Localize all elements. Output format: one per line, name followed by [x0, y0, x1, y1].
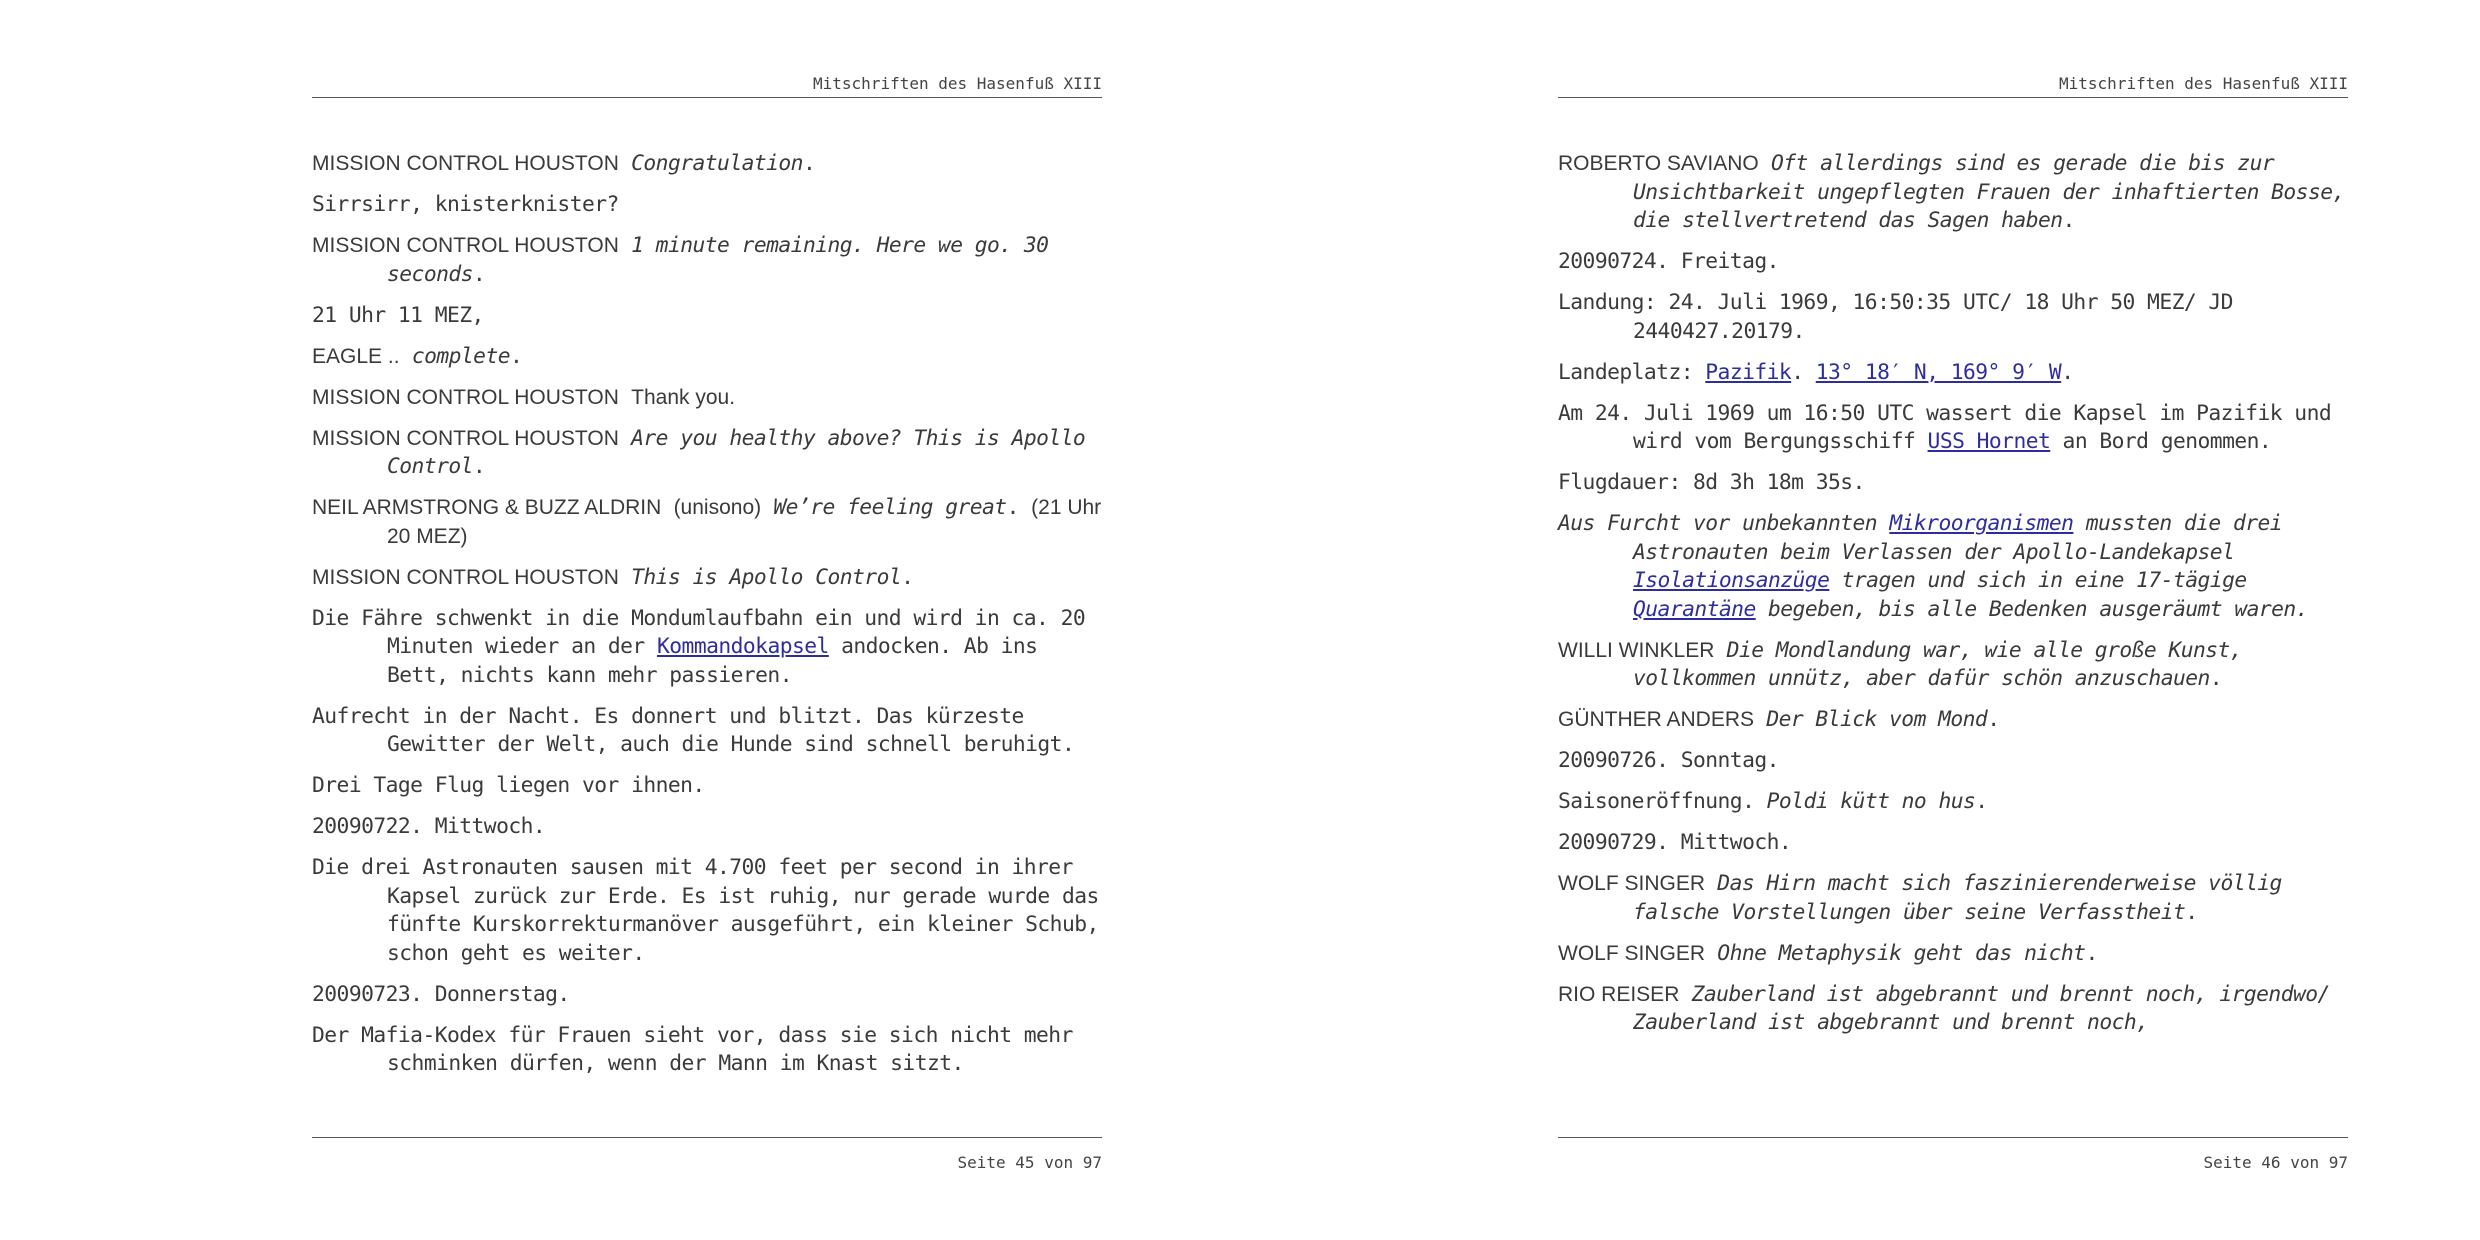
- punctuation: .: [2209, 666, 2223, 691]
- link-pazifik[interactable]: Pazifik: [1705, 359, 1792, 385]
- paragraph: Der Mafia-Kodex für Frauen sieht vor, dass sie sich nicht mehr schminken dürfen, wenn der Mann im Knast sitzt.: [312, 1022, 1073, 1076]
- punctuation: .: [2061, 359, 2074, 385]
- speaker-name: MISSION CONTROL HOUSTON: [312, 426, 619, 450]
- speech: Congratulation: [631, 151, 803, 176]
- paragraph: [1558, 870, 2348, 927]
- paragraph: [312, 564, 1102, 593]
- paragraph: [1558, 788, 2348, 817]
- punctuation: .: [1987, 707, 2000, 732]
- text: mussten die drei Astronauten beim Verlassen der Apollo-Landekapsel: [1633, 511, 2283, 565]
- punctuation: .: [2185, 899, 2198, 925]
- page-number: Seite 45 von 97: [957, 1153, 1102, 1172]
- right-page-body: [1558, 150, 2348, 1050]
- speaker-name: MISSION CONTROL HOUSTON: [312, 152, 619, 175]
- paragraph: [312, 343, 1102, 372]
- text: Am 24. Juli 1969 um 16:50 UTC wassert die Kapsel im Pazifik und wird vom Bergungsschiff: [1558, 400, 2332, 454]
- paragraph: [312, 605, 1102, 691]
- punctuation: .: [472, 261, 486, 287]
- paragraph: 21 Uhr 11 MEZ,: [312, 302, 484, 328]
- paragraph: Die drei Astronauten sausen mit 4.700 feet per second in ihrer Kapsel zurück zur Erde. Es ist ruhig, nur gerade wurde das fünfte Kurskorrekturmanöver ausgeführt, ein kleiner Schub, schon geht es weiter.: [312, 855, 1099, 966]
- date-entry: 20090726. Sonntag.: [1558, 748, 1779, 773]
- paragraph: [312, 494, 1102, 551]
- speech: 1 minute remaining. Here we go. 30 seconds: [387, 233, 1049, 287]
- punctuation: .: [1006, 495, 1019, 520]
- speech: Are you healthy above? This is Apollo Control: [387, 425, 1086, 479]
- left-page: [312, 0, 1102, 1240]
- punctuation: .: [2062, 208, 2075, 233]
- text: Die Fähre schwenkt in die Mondumlaufbahn ein und wird in ca. 20 Minuten wieder an der: [312, 605, 1086, 659]
- speech: We’re feeling great: [773, 495, 1007, 520]
- paragraph: [312, 384, 1102, 413]
- paragraph: Aufrecht in der Nacht. Es donnert und blitzt. Das kürzeste Gewitter der Welt, auch die Hunde sind schnell beruhigt.: [312, 703, 1075, 757]
- speaker-name: WOLF SINGER: [1558, 941, 1706, 965]
- paragraph: [1558, 510, 2348, 624]
- paragraph: [1558, 981, 2348, 1038]
- page-number: Seite 46 von 97: [2203, 1153, 2348, 1172]
- punctuation: .: [472, 454, 486, 479]
- paragraph: [1558, 940, 2348, 969]
- label: Landeplatz:: [1558, 359, 1693, 385]
- punctuation: .: [802, 151, 816, 176]
- paragraph: [1558, 637, 2348, 694]
- footer-rule: [1558, 1137, 2348, 1138]
- paragraph: Landung: 24. Juli 1969, 16:50:35 UTC/ 18 Uhr 50 MEZ/ JD 2440427.20179.: [1558, 290, 2233, 344]
- footer-rule: [312, 1137, 1102, 1138]
- speech: complete: [411, 343, 511, 369]
- text: an Bord genommen.: [2062, 429, 2272, 454]
- link-coordinates[interactable]: 13° 18′ N, 169° 9′ W: [1815, 359, 2062, 385]
- paragraph: [1558, 359, 2348, 388]
- link-mikroorganismen[interactable]: Mikroorganismen: [1889, 511, 2074, 536]
- speaker-name: WOLF SINGER: [1558, 872, 1706, 895]
- link-kommandokapsel[interactable]: Kommandokapsel: [657, 634, 829, 659]
- speaker-name: EAGLE ..: [312, 344, 400, 368]
- paragraph: [1558, 400, 2348, 457]
- speaker-name: MISSION CONTROL HOUSTON: [312, 565, 619, 589]
- header-rule: [1558, 97, 2348, 98]
- paragraph: Flugdauer: 8d 3h 18m 35s.: [1558, 470, 1865, 495]
- timestamp: (21 Uhr 20 MEZ): [387, 496, 1102, 548]
- date-entry: 20090729. Mittwoch.: [1558, 830, 1792, 855]
- punctuation: .: [901, 564, 914, 590]
- paragraph: Drei Tage Flug liegen vor ihnen.: [312, 773, 705, 798]
- speech: Das Hirn macht sich faszinierenderweise völlig falsche Vorstellungen über seine Verfasstheit: [1633, 871, 2282, 925]
- date-entry: 20090723. Donnerstag.: [312, 981, 570, 1007]
- date-entry: 20090722. Mittwoch.: [312, 814, 546, 839]
- speaker-name: RIO REISER: [1558, 982, 1680, 1006]
- link-quarantaene[interactable]: Quarantäne: [1633, 596, 1756, 622]
- header-rule: [312, 97, 1102, 98]
- speech: Oft allerdings sind es gerade die bis zur Unsichtbarkeit ungepflegten Frauen der inhaftierten Bosse, die stellvertretend das Sagen haben: [1633, 151, 2345, 233]
- spoken-text: Thank you.: [631, 385, 736, 409]
- text: tragen und sich in eine 17-tägige: [1841, 568, 2247, 593]
- speech: Ohne Metaphysik geht das nicht: [1717, 940, 2086, 966]
- speech: Die Mondlandung war, wie alle große Kunst, vollkommen unnütz, aber dafür schön anzuschauen: [1633, 637, 2243, 691]
- text: andocken. Ab ins Bett, nichts kann mehr passieren.: [387, 634, 1038, 688]
- speech: Der Blick vom Mond: [1766, 707, 1988, 732]
- speaker-name: MISSION CONTROL HOUSTON: [312, 385, 619, 409]
- paragraph: [1558, 150, 2348, 236]
- punctuation: .: [1791, 359, 1804, 385]
- stage-direction: (unisono): [673, 496, 762, 519]
- right-page: [1558, 0, 2348, 1240]
- speech: Poldi kütt no hus: [1766, 789, 1976, 814]
- running-header: Mitschriften des Hasenfuß XIII: [813, 74, 1102, 93]
- paragraph: [1558, 706, 2348, 735]
- speaker-name: ROBERTO SAVIANO: [1558, 152, 1759, 175]
- left-page-body: [312, 150, 1102, 1091]
- paragraph: [312, 232, 1102, 289]
- punctuation: .: [2085, 940, 2098, 966]
- text: Aus Furcht vor unbekannten: [1558, 511, 1878, 536]
- punctuation: .: [1975, 789, 1988, 814]
- speaker-name: GÜNTHER ANDERS: [1558, 708, 1755, 731]
- punctuation: .: [510, 343, 523, 369]
- link-uss-hornet[interactable]: USS Hornet: [1927, 429, 2051, 454]
- text: Saisoneröffnung.: [1558, 789, 1755, 814]
- speaker-name: NEIL ARMSTRONG & BUZZ ALDRIN: [312, 496, 662, 519]
- paragraph: [312, 150, 1102, 179]
- speech: Zauberland ist abgebrannt und brennt noch, irgendwo/ Zauberland ist abgebrannt und brennt noch,: [1633, 981, 2330, 1035]
- link-isolationsanzuege[interactable]: Isolationsanzüge: [1633, 568, 1830, 593]
- speaker-name: MISSION CONTROL HOUSTON: [312, 234, 619, 257]
- speaker-name: WILLI WINKLER: [1558, 638, 1715, 662]
- speech: This is Apollo Control: [631, 564, 902, 590]
- paragraph: [312, 425, 1102, 482]
- date-entry: 20090724. Freitag.: [1558, 249, 1779, 274]
- running-header: Mitschriften des Hasenfuß XIII: [2059, 74, 2348, 93]
- text: begeben, bis alle Bedenken ausgeräumt waren.: [1768, 596, 2308, 622]
- paragraph: Sirrsirr, knisterknister?: [312, 192, 619, 217]
